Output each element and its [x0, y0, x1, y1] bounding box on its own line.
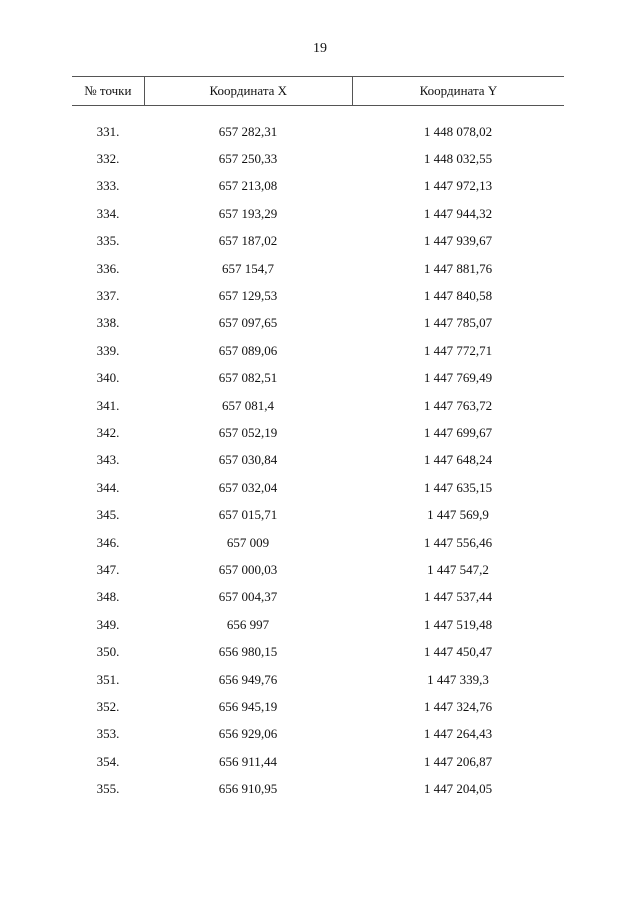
point-number-cell: 343.: [96, 452, 120, 468]
coordinate-x-cell: 656 910,95: [218, 781, 278, 797]
table-row: [72, 447, 564, 474]
table-row: [72, 118, 564, 145]
coordinate-y-cell: 1 447 699,67: [423, 424, 493, 440]
coordinate-x-cell: 657 097,65: [218, 315, 278, 331]
point-number-cell: 352.: [96, 698, 120, 714]
point-number-cell: 344.: [96, 479, 120, 495]
point-number-cell: 354.: [96, 753, 120, 769]
table-row: [72, 775, 564, 802]
point-number-cell: 353.: [96, 726, 120, 742]
coordinate-x-cell: 656 980,15: [218, 644, 278, 660]
point-number-cell: 345.: [96, 507, 120, 523]
table-row: [72, 228, 564, 255]
point-number-cell: 331.: [96, 123, 120, 139]
table-row: [72, 310, 564, 337]
coordinate-y-cell: 1 447 763,72: [423, 397, 493, 413]
coordinate-x-cell: 657 187,02: [218, 233, 278, 249]
point-number-cell: 332.: [96, 151, 120, 167]
table-row: [72, 721, 564, 748]
table-row: [72, 474, 564, 501]
coordinate-y-cell: 1 447 769,49: [423, 370, 493, 386]
coordinate-y-cell: 1 448 078,02: [423, 123, 493, 139]
coordinate-y-cell: 1 447 772,71: [423, 342, 493, 358]
coordinate-x-cell: 656 945,19: [218, 698, 278, 714]
coordinate-y-cell: 1 447 519,48: [423, 616, 493, 632]
table-row: [72, 419, 564, 446]
coordinate-y-cell: 1 447 785,07: [423, 315, 493, 331]
header-point-number: № точки: [84, 83, 132, 98]
coordinate-x-cell: 657 004,37: [218, 589, 278, 605]
table-row: [72, 529, 564, 556]
coordinate-x-cell: 657 082,51: [218, 370, 278, 386]
coordinate-x-cell: 657 015,71: [218, 507, 278, 523]
point-number-cell: 335.: [96, 233, 120, 249]
coordinate-y-cell: 1 447 944,32: [423, 205, 493, 221]
coordinate-y-cell: 1 447 635,15: [423, 479, 493, 495]
table-row: [72, 556, 564, 583]
table-row: [72, 584, 564, 611]
point-number-cell: 334.: [96, 205, 120, 221]
table-row: [72, 337, 564, 364]
point-number-cell: 337.: [96, 288, 120, 304]
table-row: [72, 748, 564, 775]
coordinate-y-cell: 1 447 537,44: [423, 589, 493, 605]
coordinate-y-cell: 1 447 939,67: [423, 233, 493, 249]
point-number-cell: 336.: [96, 260, 120, 276]
coordinate-y-cell: 1 447 648,24: [423, 452, 493, 468]
point-number-cell: 355.: [96, 781, 120, 797]
coordinate-y-cell: 1 447 840,58: [423, 288, 493, 304]
table-row: [72, 666, 564, 693]
coordinate-y-cell: 1 447 569,9: [427, 507, 489, 523]
point-number-cell: 350.: [96, 644, 120, 660]
point-number-cell: 339.: [96, 342, 120, 358]
coordinate-x-cell: 656 997: [226, 616, 270, 632]
table-row: [72, 693, 564, 720]
coordinate-x-cell: 657 009: [226, 534, 270, 550]
coordinate-y-cell: 1 447 547,2: [427, 561, 489, 577]
coordinate-x-cell: 656 949,76: [218, 671, 278, 687]
coordinate-y-cell: 1 447 264,43: [423, 726, 493, 742]
table-row: [72, 638, 564, 665]
table-row: [72, 501, 564, 528]
point-number-cell: 346.: [96, 534, 120, 550]
table-row: [72, 200, 564, 227]
table-row: [72, 145, 564, 172]
coordinate-x-cell: 657 154,7: [222, 260, 274, 276]
coordinate-x-cell: 656 929,06: [218, 726, 278, 742]
coordinate-x-cell: 657 282,31: [218, 123, 278, 139]
table-row: [72, 611, 564, 638]
coordinate-x-cell: 656 911,44: [218, 753, 278, 769]
coordinate-x-cell: 657 129,53: [218, 288, 278, 304]
coordinate-x-cell: 657 000,03: [218, 561, 278, 577]
coordinate-y-cell: 1 447 556,46: [423, 534, 493, 550]
coordinate-x-cell: 657 250,33: [218, 151, 278, 167]
point-number-cell: 341.: [96, 397, 120, 413]
header-coordinate-x: Координата X: [144, 77, 352, 105]
coordinate-x-cell: 657 213,08: [218, 178, 278, 194]
coordinate-x-cell: 657 052,19: [218, 424, 278, 440]
point-number-cell: 342.: [96, 424, 120, 440]
coordinate-x-cell: 657 081,4: [222, 397, 274, 413]
table-row: [72, 255, 564, 282]
coordinate-y-cell: 1 447 972,13: [423, 178, 493, 194]
coordinate-y-cell: 1 447 324,76: [423, 698, 493, 714]
coordinate-y-cell: 1 447 206,87: [423, 753, 493, 769]
coordinate-y-cell: 1 447 450,47: [423, 644, 493, 660]
page-number: 19: [313, 41, 327, 56]
coordinates-table-body: [72, 118, 564, 803]
coordinate-x-cell: 657 089,06: [218, 342, 278, 358]
coordinate-x-cell: 657 193,29: [218, 205, 278, 221]
point-number-cell: 347.: [96, 561, 120, 577]
coordinate-y-cell: 1 447 881,76: [423, 260, 493, 276]
table-row: [72, 173, 564, 200]
coordinate-y-cell: 1 447 339,3: [427, 671, 489, 687]
coordinate-y-cell: 1 447 204,05: [423, 781, 493, 797]
table-row: [72, 365, 564, 392]
point-number-cell: 351.: [96, 671, 120, 687]
point-number-cell: 349.: [96, 616, 120, 632]
point-number-cell: 338.: [96, 315, 120, 331]
point-number-cell: 333.: [96, 178, 120, 194]
point-number-cell: 340.: [96, 370, 120, 386]
table-row: [72, 282, 564, 309]
table-row: [72, 392, 564, 419]
coordinate-y-cell: 1 448 032,55: [423, 151, 493, 167]
header-coordinate-y: Координата Y: [352, 77, 564, 105]
coordinate-x-cell: 657 032,04: [218, 479, 278, 495]
coordinate-x-cell: 657 030,84: [218, 452, 278, 468]
point-number-cell: 348.: [96, 589, 120, 605]
coordinates-table-header: [72, 76, 564, 106]
